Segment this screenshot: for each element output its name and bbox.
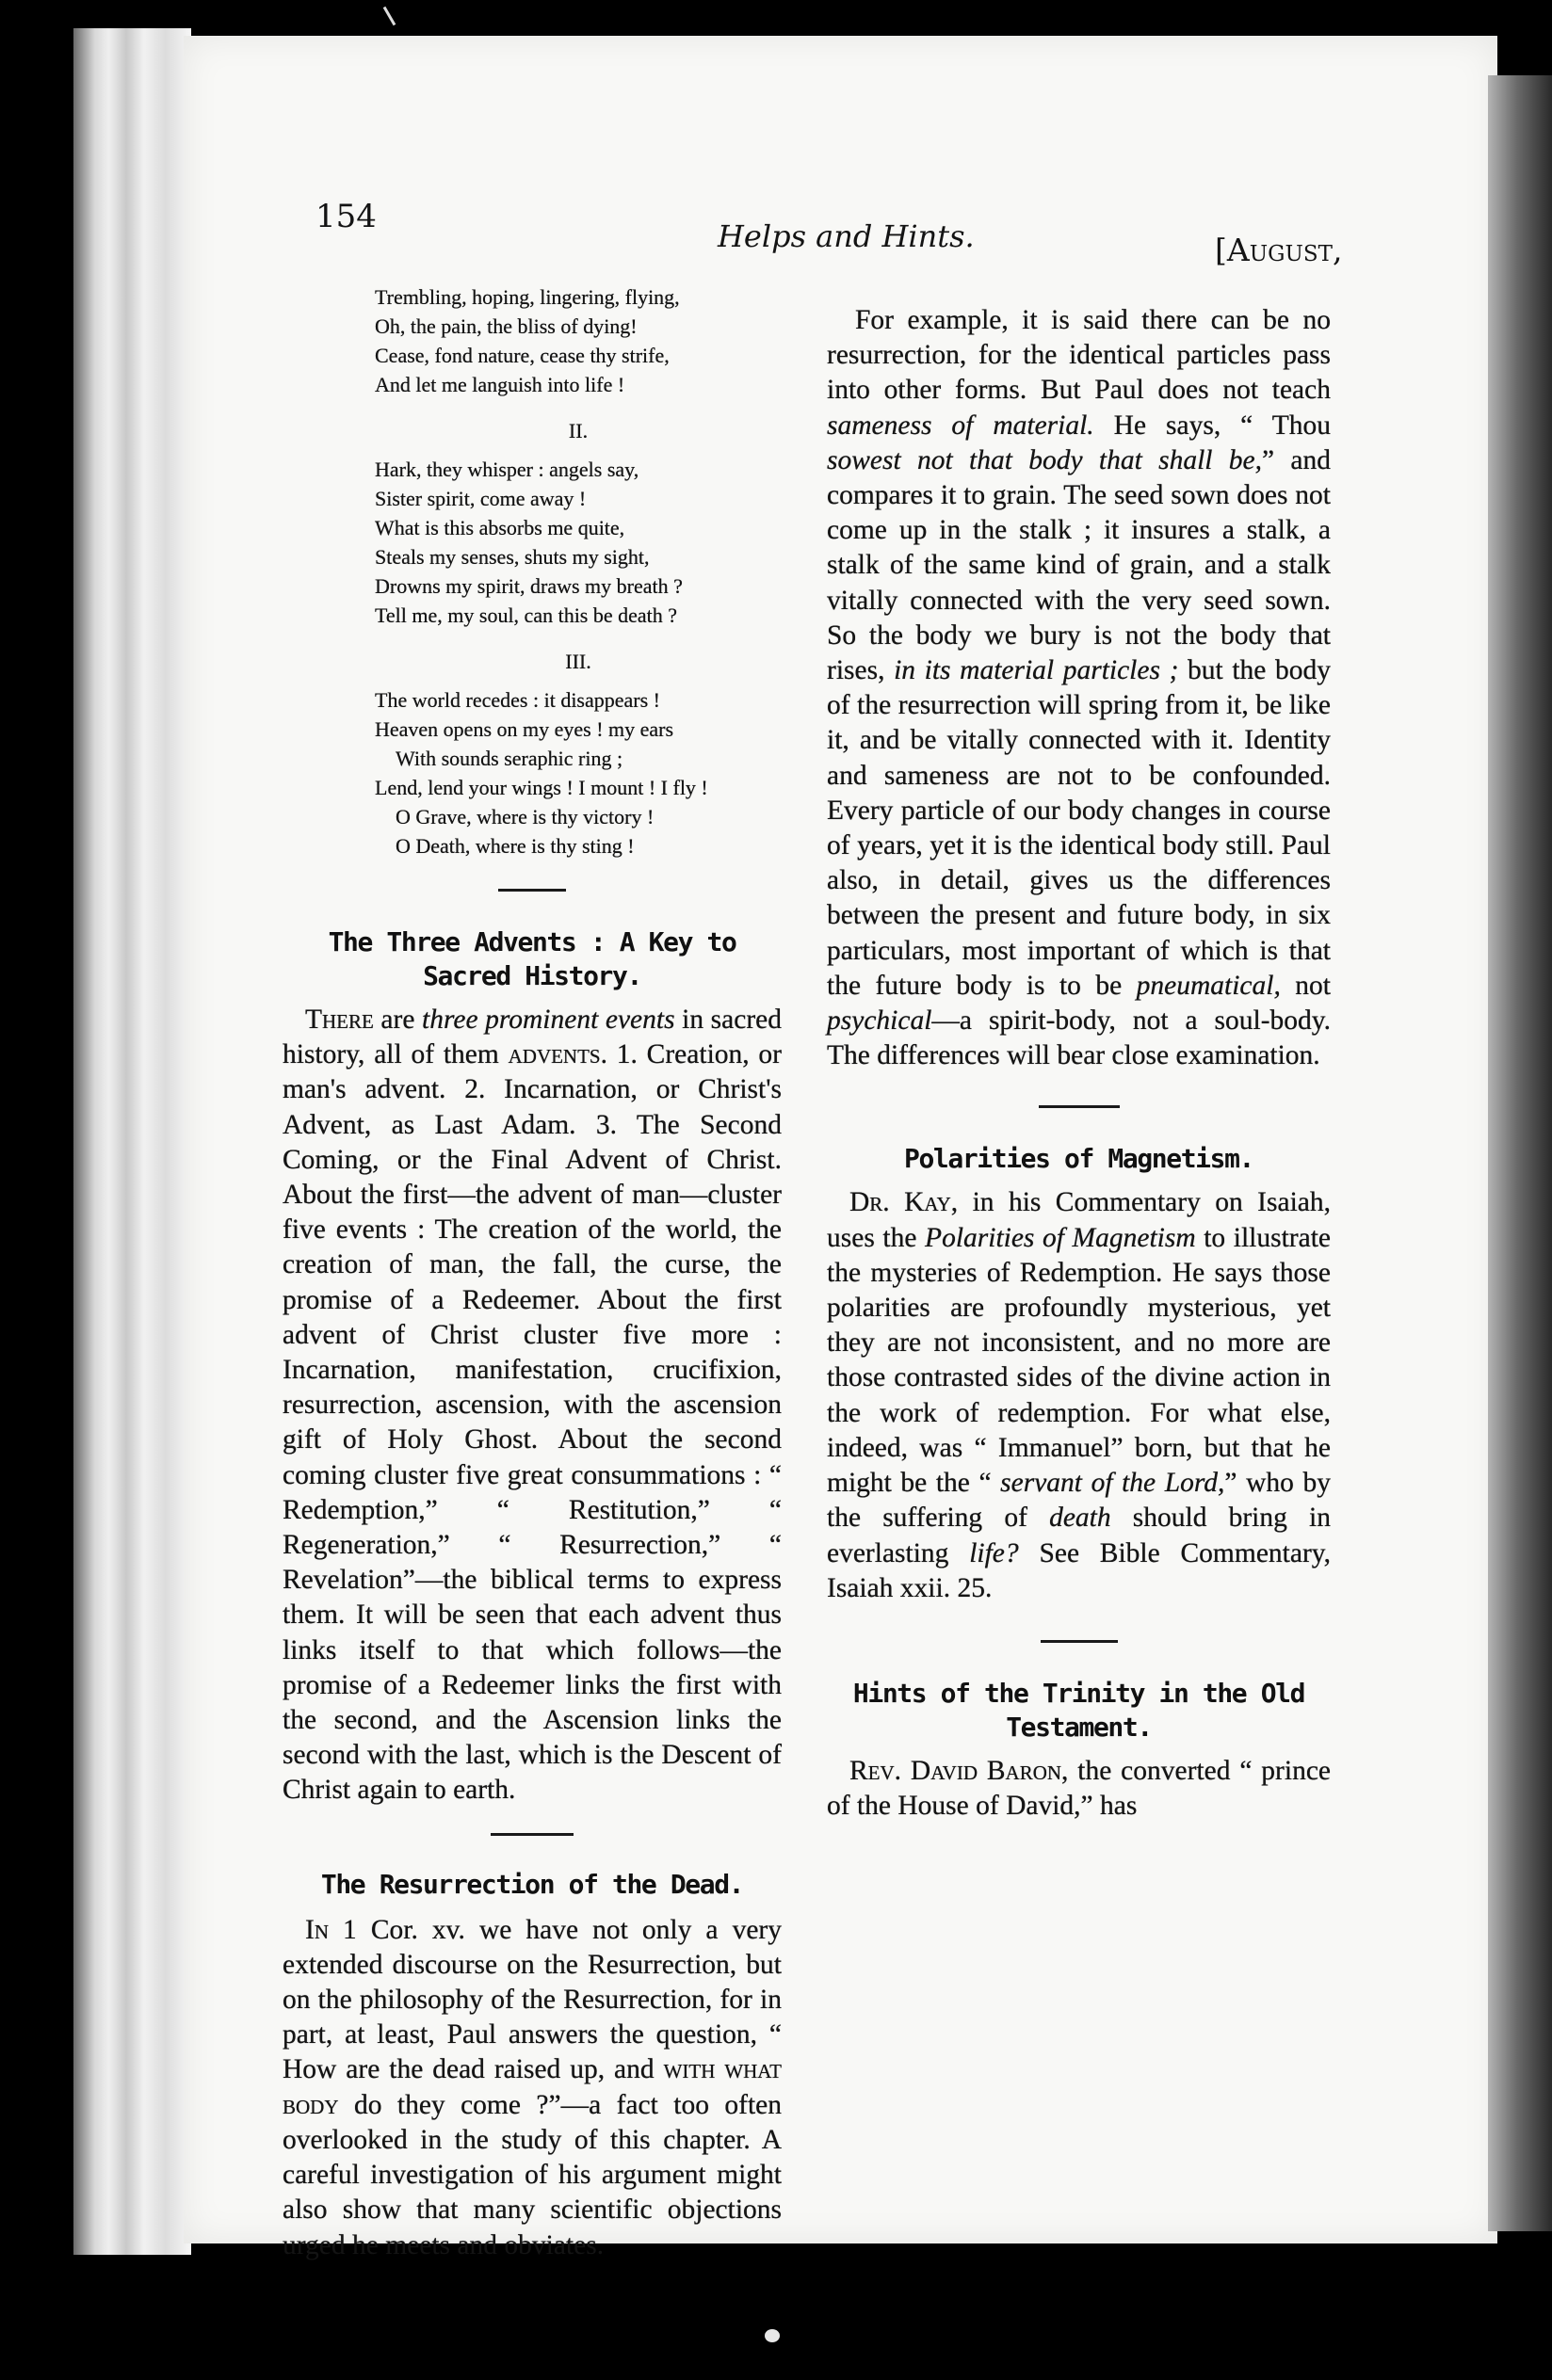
section-divider — [1041, 1640, 1118, 1643]
page-number: 154 — [315, 198, 377, 235]
book-binding-edge — [73, 28, 191, 2255]
poem-line: Sister spirit, come away ! — [375, 487, 587, 510]
scan-artifact-dot — [765, 2329, 780, 2342]
poem-line: Steals my senses, shuts my sight, — [375, 545, 650, 569]
section-heading: Hints of the Trinity in the Old Testament. — [852, 1677, 1305, 1743]
paragraph: There are three prominent events in sacred history, all of them advents. 1. Creation, or man's advent. 2. Incarnation, or Christ's Advent, as Last Adam. 3. The Second Coming, or the Final Advent of Christ. About the first—the advent of man—cluster five events : The creation of the world, the creation of man, the fall, the curse, the promise of a Redeemer. About the first advent of Christ cluster five more : Incarnation, manifestation, crucifixion, resurrection, ascension, with the ascension gift of Holy Ghost. About the second coming cluster five great consummations : “ Redemption,” “ Restitution,” “ Regeneration,” “ Resurrection,” “ Revelation”—the biblical terms to express them. It will be seen that each advent thus links itself to that which follows—the promise of a Redeemer links the first with the second, and the Ascension links the second with the last, which is the Descent of Christ again to earth. — [283, 1005, 783, 1806]
right-column — [827, 303, 1331, 1824]
paragraph: In 1 Cor. xv. we have not only a very extended discourse on the Resurrection, but on the philosophy of the Resurrection, for in part, at least, Paul answers the question, “ How are the dead raised up, and with what body do they come ?”—a fact too often overlooked in the study of this chapter. A careful investigation of his argument might also show that many scientific objections urged he meets and obviates. — [283, 1914, 782, 2260]
section-heading: The Three Advents : A Key to Sacred History. — [328, 926, 736, 991]
month-heading: [August, — [1215, 232, 1343, 268]
lead-word: Dr. Kay, — [849, 1187, 959, 1218]
paragraph: For example, it is said there can be no resurrection, for the identical particles pass into other forms. But Paul does not teach sameness of material. He says, “ Thou sowest not that body that shall be,” and compares it to grain. The seed sown does not come up in the stalk ; it insures a stalk, a stalk of the same kind of grain, and a stalk vitally connected with the very seed sown. So the body we bury is not the body that rises, in its material particles ; but the body of the resurrection will spring from it, be like it, and be vitally connected with it. Identity and sameness are not to be confounded. Every particle of our body changes in course of years, yet it is the identical body still. Paul also, in detail, gives us the differences between the present and future body, in six particulars, most important of which is that the future body is to be pneumatical, not psychical—a spirit-body, not a soul-body. The differences will bear close examination. — [827, 305, 1332, 1071]
section-heading: Polarities of Magnetism. — [904, 1143, 1253, 1175]
poem-line: Tell me, my soul, can this be death ? — [375, 603, 678, 627]
poem-line: And let me languish into life ! — [375, 373, 625, 396]
section-divider — [1039, 1105, 1120, 1108]
running-title: Helps and Hints. — [718, 218, 975, 254]
stanza-numeral: II. — [568, 419, 589, 442]
poem-line: Trembling, hoping, lingering, flying, — [375, 285, 680, 309]
lead-word: There — [305, 1005, 374, 1035]
page-edge-shadow — [1488, 75, 1552, 2231]
poem-line: With sounds seraphic ring ; — [396, 747, 623, 770]
lead-word: Rev. David Baron, — [849, 1755, 1069, 1786]
section-divider — [491, 1833, 574, 1836]
stanza-numeral: III. — [565, 650, 591, 673]
lead-word: In — [305, 1914, 329, 1945]
poem-line: O Grave, where is thy victory ! — [396, 805, 655, 828]
poem-line: Hark, they whisper : angels say, — [375, 458, 639, 481]
poem-line: Oh, the pain, the bliss of dying! — [375, 314, 638, 338]
poem-line: Heaven opens on my eyes ! my ears — [375, 717, 674, 741]
section-heading: The Resurrection of the Dead. — [320, 1868, 744, 1900]
poem-line: What is this absorbs me quite, — [375, 516, 625, 539]
poem-line: Cease, fond nature, cease thy strife, — [375, 344, 670, 367]
paragraph: Rev. David Baron, the converted “ prince of the House of David,” has — [827, 1755, 1332, 1822]
poem-line: O Death, where is thy sting ! — [396, 834, 635, 858]
scan-artifact-mark — [383, 7, 396, 26]
poem — [375, 282, 782, 860]
poem-line: The world recedes : it disappears ! — [375, 688, 660, 712]
poem-line: Drowns my spirit, draws my breath ? — [375, 574, 683, 598]
paragraph: Dr. Kay, in his Commentary on Isaiah, uses the Polarities of Magnetism to illustrate the mysteries of Redemption. He says those polarities are profoundly mysterious, yet they are not inconsistent, and no more are those contrasted sides of the divine action in the work of redemption. For what else, indeed, was “ Immanuel” born, but that he might be the “ servant of the Lord,” who by the suffering of death should bring in everlasting life? See Bible Commentary, Isaiah xxii. 25. — [827, 1187, 1332, 1603]
section-divider — [498, 889, 566, 892]
left-column — [283, 282, 782, 2263]
poem-line: Lend, lend your wings ! I mount ! I fly ! — [375, 776, 708, 799]
